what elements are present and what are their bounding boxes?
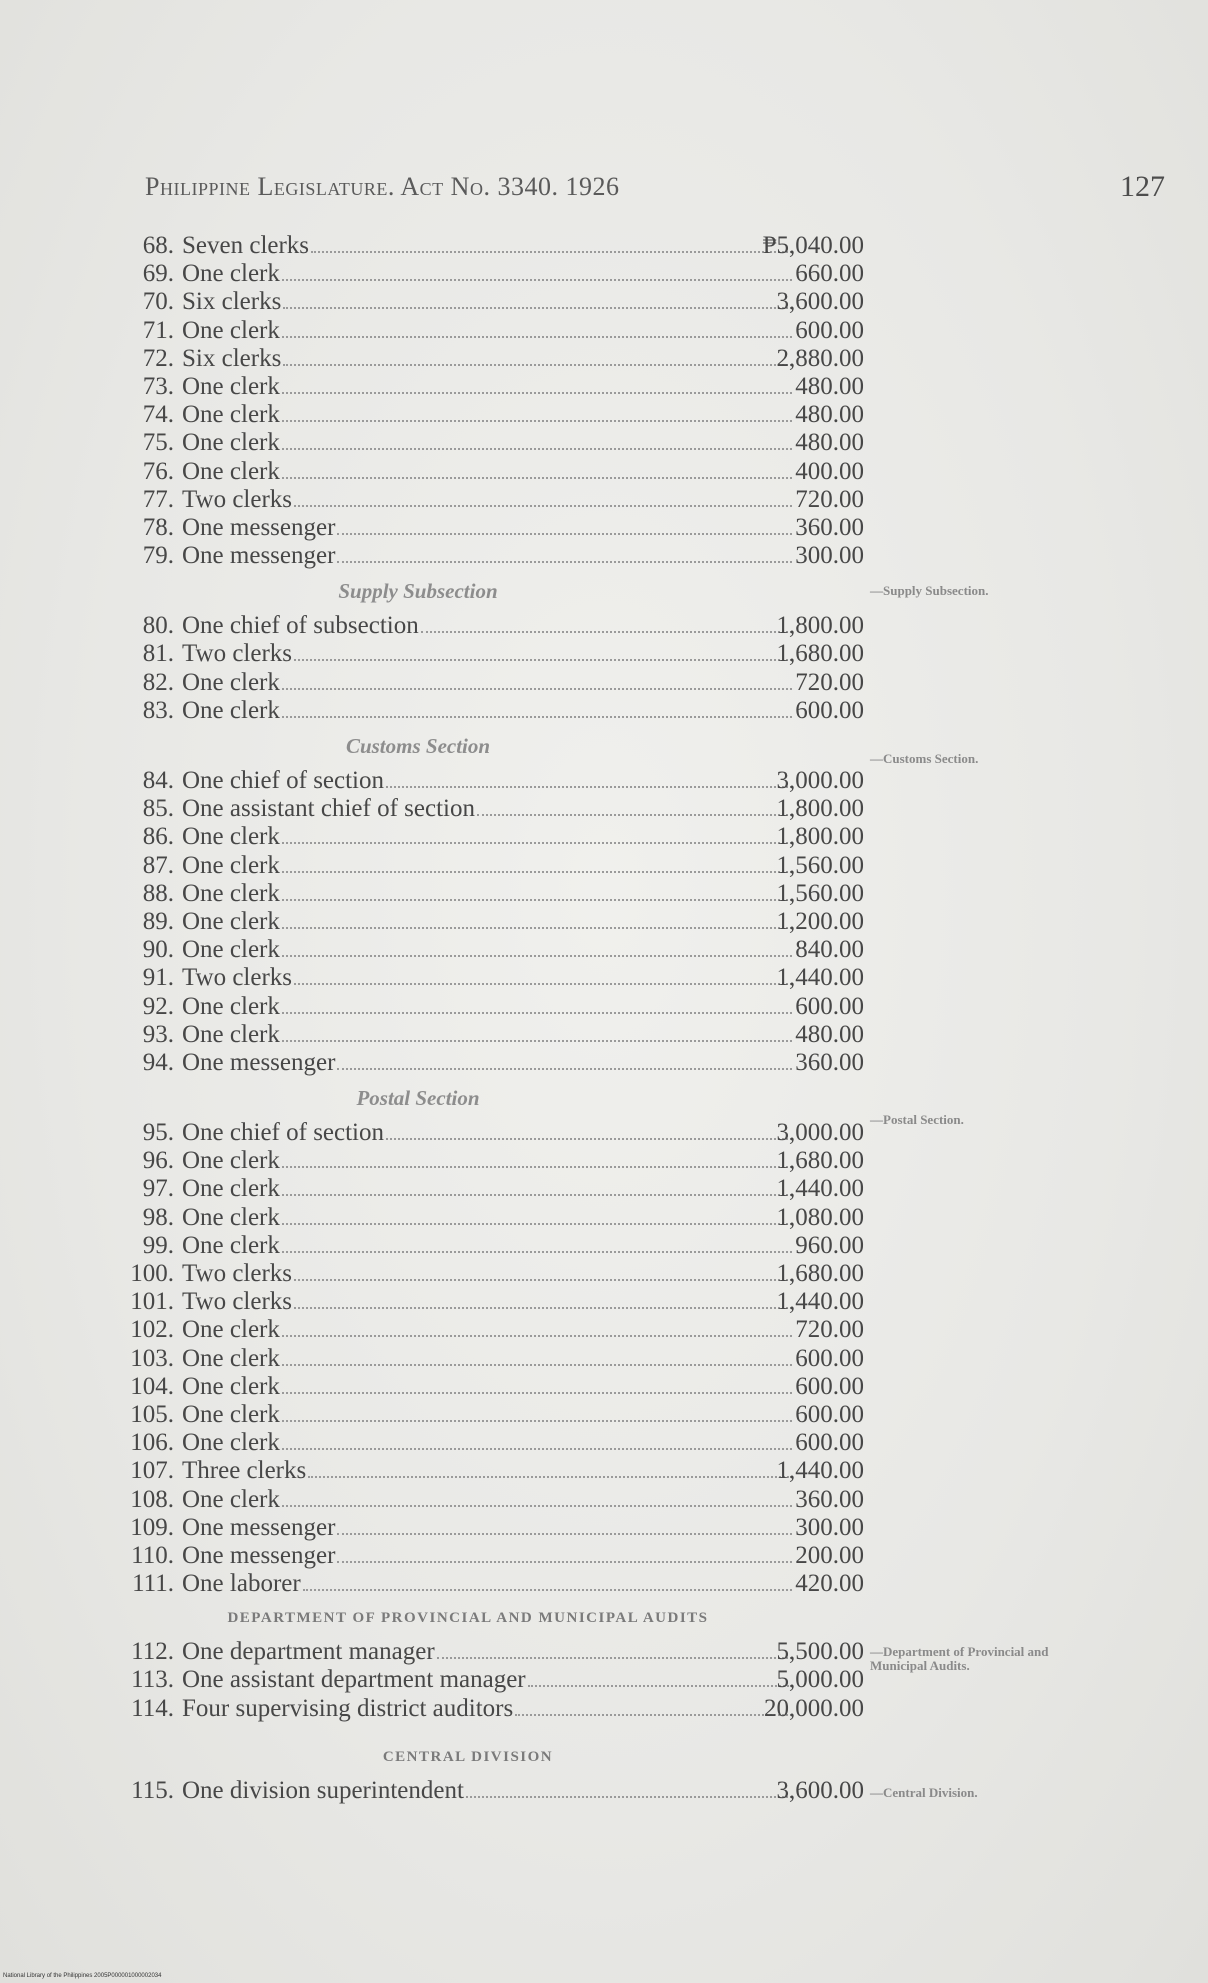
item-number: 95.	[142, 1119, 174, 1147]
supply-subsection-rows	[118, 612, 1078, 725]
item-number: 113.	[131, 1666, 174, 1694]
item-text: One clerk	[182, 1203, 280, 1231]
item-text: One clerk	[182, 696, 280, 724]
item-amount: 1,800.00	[776, 612, 864, 640]
item-amount: 1,800.00	[776, 795, 864, 823]
item-number: 89.	[142, 907, 174, 935]
appropriation-item	[118, 1049, 1078, 1077]
appropriation-item	[118, 458, 1078, 486]
item-number: 75.	[142, 429, 174, 457]
footer-credit: National Library of the Philippines 2005P000001000002034	[3, 1973, 162, 1979]
item-number: 107.	[130, 1457, 174, 1485]
item-amount: 1,680.00	[776, 1260, 864, 1287]
item-number: 71.	[142, 316, 174, 344]
appropriation-item	[118, 823, 1078, 851]
item-amount: 600.00	[795, 696, 864, 724]
appropriation-item	[118, 1695, 1078, 1723]
appropriation-item	[118, 429, 1078, 457]
item-text: One clerk	[182, 851, 280, 879]
appropriation-item	[118, 669, 1078, 697]
item-text: Two clerks	[182, 964, 293, 992]
item-number: 87.	[142, 851, 174, 879]
item-text: One messenger	[182, 1048, 336, 1076]
item-text: One assistant department manager	[182, 1666, 526, 1694]
item-amount: 1,440.00	[776, 1288, 864, 1316]
item-text: One division superintendent	[182, 1776, 464, 1804]
item-number: 85.	[142, 795, 174, 823]
item-number: 69.	[142, 260, 174, 288]
item-amount: 5,000.00	[776, 1666, 864, 1694]
item-text: One clerk	[182, 907, 280, 935]
item-text: Two clerks	[182, 485, 293, 513]
item-text: One clerk	[182, 1429, 280, 1457]
appropriation-item	[118, 542, 1078, 570]
item-number: 115.	[131, 1776, 174, 1804]
appropriation-item	[118, 880, 1078, 908]
appropriation-item	[118, 486, 1078, 514]
item-amount: 3,600.00	[776, 288, 864, 316]
item-text: Seven clerks	[182, 232, 310, 259]
appropriation-item	[118, 640, 1078, 668]
item-number: 98.	[142, 1203, 174, 1231]
item-amount: ₱5,040.00	[762, 232, 864, 259]
item-amount: 200.00	[795, 1541, 864, 1569]
customs-section-rows	[118, 767, 1078, 1077]
item-text: One clerk	[182, 1372, 280, 1400]
item-amount: 5,500.00	[776, 1638, 864, 1666]
appropriation-item	[118, 1260, 1078, 1288]
item-text: One clerk	[182, 1020, 280, 1048]
item-number: 82.	[142, 668, 174, 696]
item-text: One laborer	[182, 1570, 301, 1598]
appropriation-item	[118, 1373, 1078, 1401]
item-amount: 600.00	[795, 992, 864, 1020]
appropriation-item	[118, 1147, 1078, 1175]
item-text: One clerk	[182, 1147, 280, 1175]
item-amount: 600.00	[795, 1400, 864, 1428]
appropriation-item	[118, 1316, 1078, 1344]
item-text: Six clerks	[182, 344, 282, 372]
item-amount: 1,560.00	[776, 851, 864, 879]
item-amount: 480.00	[795, 372, 864, 400]
appropriation-item	[118, 1021, 1078, 1049]
item-amount: 400.00	[795, 457, 864, 485]
item-amount: 600.00	[795, 1429, 864, 1457]
appropriation-item	[118, 612, 1078, 640]
page-header	[145, 170, 1165, 210]
item-amount: 600.00	[795, 1372, 864, 1400]
item-amount: 720.00	[795, 668, 864, 696]
item-amount: 360.00	[795, 513, 864, 541]
item-text: One department manager	[182, 1638, 435, 1666]
item-number: 91.	[142, 964, 174, 992]
item-text: One clerk	[182, 316, 280, 344]
item-text: One clerk	[182, 668, 280, 696]
margin-note-central: —Central Division.	[870, 1785, 978, 1800]
item-text: One clerk	[182, 879, 280, 907]
item-text: One clerk	[182, 1485, 280, 1513]
appropriation-item	[118, 317, 1078, 345]
item-number: 112.	[131, 1638, 174, 1666]
item-number: 92.	[142, 992, 174, 1020]
item-text: Two clerks	[182, 1260, 293, 1287]
appropriation-item	[118, 1204, 1078, 1232]
appropriation-item	[118, 260, 1078, 288]
item-text: One clerk	[182, 457, 280, 485]
item-text: One clerk	[182, 429, 280, 457]
item-amount: 300.00	[795, 542, 864, 570]
item-amount: 420.00	[795, 1570, 864, 1598]
appropriation-item	[118, 373, 1078, 401]
item-amount: 480.00	[795, 1020, 864, 1048]
item-text: Four supervising district auditors	[182, 1694, 514, 1722]
appropriation-item	[118, 1486, 1078, 1514]
appropriation-item	[118, 936, 1078, 964]
item-text: One clerk	[182, 992, 280, 1020]
item-number: 79.	[142, 542, 174, 570]
item-amount: 840.00	[795, 936, 864, 964]
appropriation-item	[118, 993, 1078, 1021]
item-number: 104.	[130, 1372, 174, 1400]
item-amount: 1,680.00	[776, 1147, 864, 1175]
item-amount: 3,000.00	[776, 767, 864, 794]
section-title-postal: Postal Section	[356, 1086, 480, 1111]
item-number: 76.	[142, 457, 174, 485]
item-amount: 3,000.00	[776, 1119, 864, 1147]
item-text: One clerk	[182, 372, 280, 400]
section-title-supply: Supply Subsection	[338, 579, 498, 604]
appropriation-item	[118, 795, 1078, 823]
item-amount: 960.00	[795, 1231, 864, 1259]
page-number: 127	[1120, 170, 1165, 203]
item-text: Three clerks	[182, 1457, 307, 1485]
item-text: One clerk	[182, 1175, 280, 1203]
section-title-customs: Customs Section	[345, 734, 491, 758]
running-head: Philippine Legislature. Act No. 3340. 1926	[145, 172, 620, 201]
item-amount: 600.00	[795, 1344, 864, 1372]
item-number: 109.	[130, 1513, 174, 1541]
item-number: 80.	[142, 612, 174, 640]
item-text: One messenger	[182, 1541, 336, 1569]
appropriation-item	[118, 1232, 1078, 1260]
item-amount: 720.00	[795, 485, 864, 513]
appropriation-item	[118, 1429, 1078, 1457]
item-text: One clerk	[182, 936, 280, 964]
item-number: 114.	[131, 1694, 174, 1722]
appropriation-item	[118, 1570, 1078, 1598]
item-text: One chief of section	[182, 767, 385, 794]
appropriation-item	[118, 232, 1078, 260]
margin-note-supply: —Supply Subsection.	[870, 583, 989, 598]
item-text: One chief of subsection	[182, 612, 419, 640]
item-number: 101.	[130, 1288, 174, 1316]
appropriation-item	[118, 514, 1078, 542]
item-number: 99.	[142, 1231, 174, 1259]
appropriation-item	[118, 908, 1078, 936]
item-number: 68.	[142, 232, 174, 259]
item-number: 110.	[131, 1541, 174, 1569]
item-number: 84.	[142, 767, 174, 794]
item-amount: 1,440.00	[776, 964, 864, 992]
clerks-group	[118, 232, 1078, 570]
item-amount: 1,560.00	[776, 879, 864, 907]
item-text: One clerk	[182, 1231, 280, 1259]
item-number: 106.	[130, 1429, 174, 1457]
item-number: 77.	[142, 485, 174, 513]
item-text: One messenger	[182, 513, 336, 541]
item-number: 90.	[142, 936, 174, 964]
appropriation-list	[118, 232, 1078, 1805]
appropriation-item	[118, 1542, 1078, 1570]
item-text: One clerk	[182, 1344, 280, 1372]
item-amount: 1,440.00	[776, 1175, 864, 1203]
item-text: Two clerks	[182, 640, 293, 668]
item-text: One clerk	[182, 260, 280, 288]
item-number: 83.	[142, 696, 174, 724]
item-number: 94.	[142, 1048, 174, 1076]
item-number: 105.	[130, 1400, 174, 1428]
item-number: 74.	[142, 401, 174, 429]
section-title-audits: DEPARTMENT OF PROVINCIAL AND MUNICIPAL AUDITS	[227, 1610, 709, 1627]
item-text: One clerk	[182, 401, 280, 429]
item-amount: 300.00	[795, 1513, 864, 1541]
item-number: 96.	[142, 1147, 174, 1175]
appropriation-item	[118, 1457, 1078, 1485]
appropriation-item	[118, 964, 1078, 992]
appropriation-item	[118, 697, 1078, 725]
item-text: One messenger	[182, 542, 336, 570]
item-text: Two clerks	[182, 1288, 293, 1316]
item-number: 93.	[142, 1020, 174, 1048]
item-number: 72.	[142, 344, 174, 372]
item-number: 108.	[130, 1485, 174, 1513]
item-number: 100.	[130, 1260, 174, 1287]
item-amount: 1,440.00	[776, 1457, 864, 1485]
item-number: 78.	[142, 513, 174, 541]
item-number: 102.	[130, 1316, 174, 1344]
item-amount: 480.00	[795, 401, 864, 429]
item-amount: 360.00	[795, 1048, 864, 1076]
item-amount: 3,600.00	[776, 1776, 864, 1804]
item-amount: 720.00	[795, 1316, 864, 1344]
section-title-central: CENTRAL DIVISION	[382, 1748, 554, 1765]
item-number: 97.	[142, 1175, 174, 1203]
item-number: 86.	[142, 823, 174, 851]
item-text: One messenger	[182, 1513, 336, 1541]
item-amount: 360.00	[795, 1485, 864, 1513]
margin-note-customs: —Customs Section.	[870, 751, 979, 766]
appropriation-item	[118, 767, 1078, 795]
margin-note-postal: —Postal Section.	[870, 1112, 964, 1127]
item-text: One assistant chief of section	[182, 795, 475, 823]
appropriation-item	[118, 852, 1078, 880]
appropriation-item	[118, 1514, 1078, 1542]
item-number: 88.	[142, 879, 174, 907]
item-number: 70.	[142, 288, 174, 316]
appropriation-item	[118, 1401, 1078, 1429]
item-amount: 660.00	[795, 260, 864, 288]
appropriation-item	[118, 288, 1078, 316]
appropriation-item	[118, 401, 1078, 429]
item-amount: 600.00	[795, 316, 864, 344]
appropriation-item	[118, 345, 1078, 373]
item-number: 111.	[132, 1570, 174, 1598]
item-text: One clerk	[182, 823, 280, 851]
item-amount: 1,680.00	[776, 640, 864, 668]
item-amount: 1,080.00	[776, 1203, 864, 1231]
item-amount: 20,000.00	[764, 1694, 864, 1722]
item-number: 73.	[142, 372, 174, 400]
item-number: 81.	[142, 640, 174, 668]
item-text: Six clerks	[182, 288, 282, 316]
margin-note-audits: —Department of Provincial and Municipal Audits.	[870, 1644, 1049, 1673]
item-text: One clerk	[182, 1316, 280, 1344]
appropriation-item	[118, 1345, 1078, 1373]
item-amount: 480.00	[795, 429, 864, 457]
item-amount: 1,200.00	[776, 907, 864, 935]
item-amount: 1,800.00	[776, 823, 864, 851]
item-text: One clerk	[182, 1400, 280, 1428]
appropriation-item	[118, 1288, 1078, 1316]
item-amount: 2,880.00	[776, 344, 864, 372]
postal-section-rows	[118, 1119, 1078, 1598]
item-text: One chief of section	[182, 1119, 385, 1147]
item-number: 103.	[130, 1344, 174, 1372]
appropriation-item	[118, 1175, 1078, 1203]
